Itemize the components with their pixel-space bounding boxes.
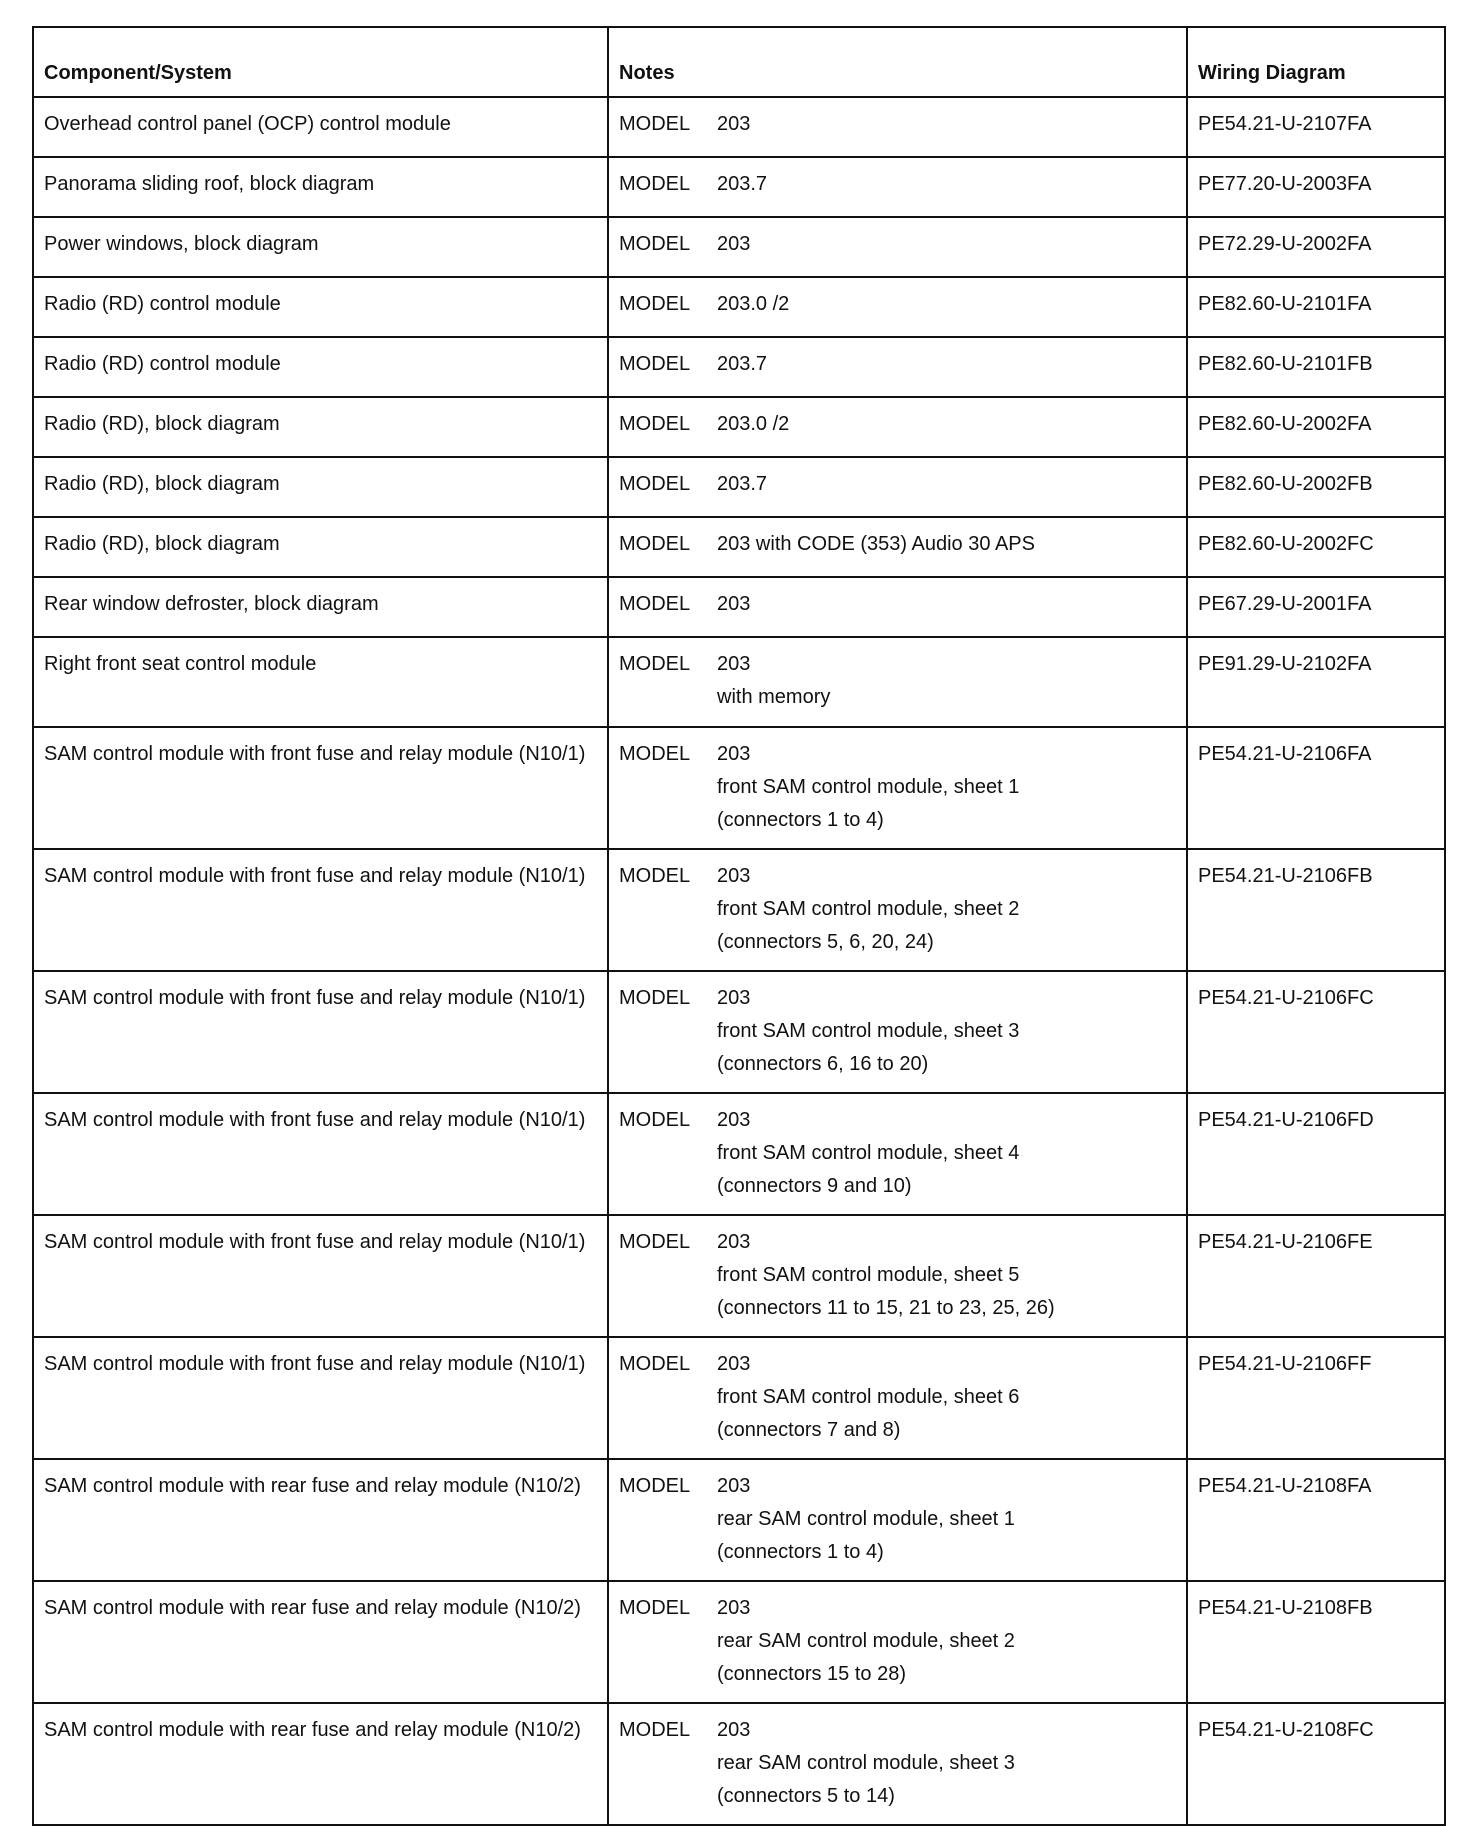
notes-cell <box>608 157 1187 217</box>
wiring-diagram-cell: PE77.20-U-2003FA <box>1187 157 1445 217</box>
header-wiring-diagram: Wiring Diagram <box>1187 27 1445 97</box>
component-cell: SAM control module with rear fuse and relay module (N10/2) <box>33 1703 608 1825</box>
model-label: MODEL <box>619 1597 691 1619</box>
table-row <box>33 1581 1445 1703</box>
note-line: (connectors 9 and 10) <box>717 1175 912 1197</box>
notes-cell <box>608 849 1187 971</box>
wiring-diagram-cell: PE54.21-U-2108FC <box>1187 1703 1445 1825</box>
table-row <box>33 637 1445 727</box>
notes-cell <box>608 971 1187 1093</box>
model-value: 203.7 <box>717 353 768 375</box>
notes-cell <box>608 1459 1187 1581</box>
table-row <box>33 157 1445 217</box>
model-label: MODEL <box>619 293 691 315</box>
model-label: MODEL <box>619 413 691 435</box>
note-line: rear SAM control module, sheet 3 <box>717 1752 1015 1774</box>
model-label: MODEL <box>619 743 691 765</box>
table-header-row <box>33 27 1445 97</box>
note-line: rear SAM control module, sheet 2 <box>717 1630 1015 1652</box>
component-cell: Overhead control panel (OCP) control module <box>33 97 608 157</box>
model-value: 203.0 /2 <box>717 293 790 315</box>
model-label: MODEL <box>619 173 691 195</box>
model-value: 203 <box>717 1109 751 1131</box>
component-cell: Power windows, block diagram <box>33 217 608 277</box>
model-label: MODEL <box>619 1109 691 1131</box>
table-row <box>33 971 1445 1093</box>
wiring-diagram-cell: PE54.21-U-2106FE <box>1187 1215 1445 1337</box>
wiring-diagram-cell: PE82.60-U-2002FC <box>1187 517 1445 577</box>
table-row <box>33 1337 1445 1459</box>
notes-cell <box>608 397 1187 457</box>
model-label: MODEL <box>619 113 691 135</box>
model-value: 203 <box>717 653 751 675</box>
model-value: 203 <box>717 743 751 765</box>
wiring-diagram-cell: PE54.21-U-2106FD <box>1187 1093 1445 1215</box>
model-value: 203 <box>717 1475 751 1497</box>
model-value: 203.7 <box>717 473 768 495</box>
model-label: MODEL <box>619 987 691 1009</box>
component-cell: SAM control module with front fuse and relay module (N10/1) <box>33 849 608 971</box>
model-value: 203 <box>717 1353 751 1375</box>
model-value: 203 <box>717 113 751 135</box>
model-value: 203.0 /2 <box>717 413 790 435</box>
note-line: (connectors 7 and 8) <box>717 1419 901 1441</box>
component-cell: Radio (RD) control module <box>33 277 608 337</box>
model-label: MODEL <box>619 1353 691 1375</box>
wiring-diagram-cell: PE82.60-U-2101FA <box>1187 277 1445 337</box>
model-value: 203 <box>717 865 751 887</box>
model-value: 203 <box>717 233 751 255</box>
header-notes: Notes <box>608 27 1187 97</box>
model-label: MODEL <box>619 233 691 255</box>
table-row <box>33 1093 1445 1215</box>
model-value: 203 with CODE (353) Audio 30 APS <box>717 533 1035 555</box>
notes-cell <box>608 97 1187 157</box>
model-label: MODEL <box>619 593 691 615</box>
component-cell: SAM control module with front fuse and relay module (N10/1) <box>33 1215 608 1337</box>
component-cell: SAM control module with front fuse and relay module (N10/1) <box>33 971 608 1093</box>
component-cell: Radio (RD), block diagram <box>33 397 608 457</box>
table-row <box>33 217 1445 277</box>
model-label: MODEL <box>619 353 691 375</box>
wiring-diagram-cell: PE54.21-U-2106FF <box>1187 1337 1445 1459</box>
wiring-diagram-cell: PE82.60-U-2002FB <box>1187 457 1445 517</box>
model-label: MODEL <box>619 1475 691 1497</box>
model-label: MODEL <box>619 865 691 887</box>
note-line: (connectors 5, 6, 20, 24) <box>717 931 934 953</box>
model-value: 203 <box>717 987 751 1009</box>
note-line: front SAM control module, sheet 3 <box>717 1020 1020 1042</box>
note-line: front SAM control module, sheet 6 <box>717 1386 1020 1408</box>
component-cell: SAM control module with rear fuse and relay module (N10/2) <box>33 1459 608 1581</box>
notes-cell <box>608 517 1187 577</box>
note-line: front SAM control module, sheet 4 <box>717 1142 1020 1164</box>
model-label: MODEL <box>619 653 691 675</box>
wiring-diagram-cell: PE67.29-U-2001FA <box>1187 577 1445 637</box>
note-line: (connectors 1 to 4) <box>717 809 884 831</box>
table-row <box>33 1215 1445 1337</box>
wiring-diagram-cell: PE54.21-U-2107FA <box>1187 97 1445 157</box>
table-row <box>33 97 1445 157</box>
component-cell: Radio (RD), block diagram <box>33 517 608 577</box>
table-row <box>33 849 1445 971</box>
notes-cell <box>608 277 1187 337</box>
notes-cell <box>608 1093 1187 1215</box>
model-value: 203 <box>717 1719 751 1741</box>
table-row <box>33 337 1445 397</box>
wiring-diagram-table <box>32 26 1446 1826</box>
note-line: front SAM control module, sheet 1 <box>717 776 1020 798</box>
note-line: front SAM control module, sheet 2 <box>717 898 1020 920</box>
model-label: MODEL <box>619 473 691 495</box>
table-row <box>33 727 1445 849</box>
wiring-diagram-cell: PE54.21-U-2108FA <box>1187 1459 1445 1581</box>
notes-cell <box>608 217 1187 277</box>
note-line: (connectors 11 to 15, 21 to 23, 25, 26) <box>717 1297 1055 1319</box>
model-label: MODEL <box>619 533 691 555</box>
notes-cell <box>608 1215 1187 1337</box>
header-component: Component/System <box>33 27 608 97</box>
component-cell: SAM control module with rear fuse and relay module (N10/2) <box>33 1581 608 1703</box>
component-cell: SAM control module with front fuse and relay module (N10/1) <box>33 1337 608 1459</box>
model-value: 203 <box>717 593 751 615</box>
note-line: (connectors 6, 16 to 20) <box>717 1053 929 1075</box>
wiring-diagram-cell: PE54.21-U-2106FB <box>1187 849 1445 971</box>
table-row <box>33 577 1445 637</box>
component-cell: Radio (RD), block diagram <box>33 457 608 517</box>
component-cell: Right front seat control module <box>33 637 608 727</box>
table-row <box>33 277 1445 337</box>
component-cell: SAM control module with front fuse and relay module (N10/1) <box>33 727 608 849</box>
component-cell: Radio (RD) control module <box>33 337 608 397</box>
note-line: (connectors 1 to 4) <box>717 1541 884 1563</box>
notes-cell <box>608 1581 1187 1703</box>
wiring-diagram-index <box>32 26 1444 1826</box>
table-row <box>33 397 1445 457</box>
note-line: rear SAM control module, sheet 1 <box>717 1508 1015 1530</box>
wiring-diagram-cell: PE82.60-U-2101FB <box>1187 337 1445 397</box>
note-line: with memory <box>717 686 831 708</box>
table-row <box>33 1703 1445 1825</box>
wiring-diagram-cell: PE72.29-U-2002FA <box>1187 217 1445 277</box>
model-label: MODEL <box>619 1231 691 1253</box>
notes-cell <box>608 457 1187 517</box>
wiring-diagram-cell: PE54.21-U-2106FA <box>1187 727 1445 849</box>
wiring-diagram-cell: PE54.21-U-2108FB <box>1187 1581 1445 1703</box>
wiring-diagram-cell: PE91.29-U-2102FA <box>1187 637 1445 727</box>
model-value: 203.7 <box>717 173 768 195</box>
notes-cell <box>608 727 1187 849</box>
notes-cell <box>608 1703 1187 1825</box>
note-line: (connectors 15 to 28) <box>717 1663 906 1685</box>
notes-cell <box>608 577 1187 637</box>
wiring-diagram-cell: PE82.60-U-2002FA <box>1187 397 1445 457</box>
model-value: 203 <box>717 1597 751 1619</box>
model-label: MODEL <box>619 1719 691 1741</box>
table-body <box>33 97 1445 1825</box>
notes-cell <box>608 637 1187 727</box>
component-cell: Rear window defroster, block diagram <box>33 577 608 637</box>
notes-cell <box>608 1337 1187 1459</box>
notes-cell <box>608 337 1187 397</box>
note-line: (connectors 5 to 14) <box>717 1785 895 1807</box>
note-line: front SAM control module, sheet 5 <box>717 1264 1020 1286</box>
component-cell: SAM control module with front fuse and relay module (N10/1) <box>33 1093 608 1215</box>
component-cell: Panorama sliding roof, block diagram <box>33 157 608 217</box>
table-row <box>33 457 1445 517</box>
table-row <box>33 517 1445 577</box>
model-value: 203 <box>717 1231 751 1253</box>
table-row <box>33 1459 1445 1581</box>
wiring-diagram-cell: PE54.21-U-2106FC <box>1187 971 1445 1093</box>
